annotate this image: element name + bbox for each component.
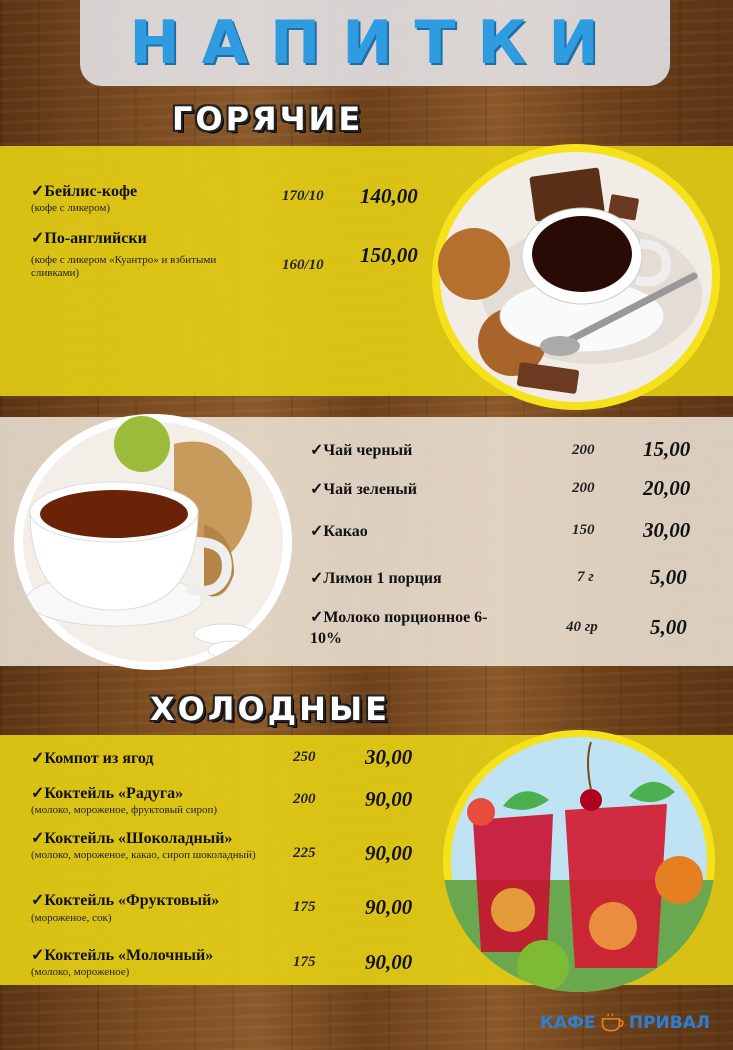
- section-heading-hot: ГОРЯЧИЕ: [172, 100, 364, 138]
- cocktail-icon: [443, 730, 715, 992]
- item-weight: 250: [293, 749, 316, 765]
- item-price: 140,00: [360, 184, 418, 208]
- item-price: 90,00: [365, 841, 413, 865]
- cold-drinks-photo: [443, 730, 715, 992]
- item-desc: (молоко, мороженое, какао, сироп шоколадный): [31, 849, 256, 861]
- tea-cup-icon: [14, 414, 292, 670]
- item-name: ✓Коктейль «Молочный»: [31, 947, 214, 964]
- item-name: ✓Чай черный: [310, 442, 413, 459]
- item-weight: 40 гр: [566, 619, 598, 635]
- item-price: 5,00: [650, 565, 687, 589]
- item-name: ✓По-английски: [31, 230, 147, 247]
- item-desc: (мороженое, сок): [31, 912, 112, 924]
- item-weight: 7 г: [577, 569, 594, 585]
- coffee-cup-icon: [432, 144, 720, 410]
- item-name: ✓Бейлис-кофе: [31, 183, 138, 200]
- item-price: 20,00: [643, 476, 691, 500]
- page-title: НАПИТКИ: [129, 8, 621, 78]
- item-price: 30,00: [365, 745, 413, 769]
- item-weight: 175: [293, 899, 316, 915]
- item-weight: 160/10: [282, 257, 324, 273]
- coffee-photo: [432, 144, 720, 410]
- item-name: ✓Молоко порционное 6-10%: [310, 609, 488, 647]
- item-desc: (молоко, мороженое, фруктовый сироп): [31, 804, 218, 816]
- item-weight: 150: [572, 522, 595, 538]
- item-price: 90,00: [365, 895, 413, 919]
- tea-photo: [14, 414, 292, 670]
- item-name: ✓Чай зеленый: [310, 481, 417, 498]
- item-weight: 175: [293, 954, 316, 970]
- item-desc: (кофе с ликером «Куантро» и взбитыми сливками): [31, 254, 217, 279]
- item-price: 5,00: [650, 615, 687, 639]
- item-price: 15,00: [643, 437, 691, 461]
- item-name: ✓Коктейль «Радуга»: [31, 785, 184, 802]
- item-price: 90,00: [365, 950, 413, 974]
- cafe-logo: [540, 1008, 710, 1038]
- section-heading-cold: ХОЛОДНЫЕ: [150, 690, 390, 728]
- logo-right-text: ПРИВАЛ: [628, 1013, 710, 1033]
- item-desc: (кофе с ликером): [31, 202, 111, 214]
- item-price: 150,00: [360, 243, 418, 267]
- logo-left-text: КАФЕ: [540, 1013, 596, 1033]
- item-name: ✓Какао: [310, 523, 368, 540]
- item-weight: 200: [293, 791, 316, 807]
- item-name: ✓Компот из ягод: [31, 750, 154, 767]
- item-weight: 200: [572, 480, 595, 496]
- cup-logo-icon: [600, 1012, 625, 1034]
- item-price: 30,00: [643, 518, 691, 542]
- title-banner: [80, 0, 670, 86]
- item-name: ✓Коктейль «Шоколадный»: [31, 830, 233, 847]
- item-name: ✓Коктейль «Фруктовый»: [31, 892, 220, 909]
- item-weight: 170/10: [282, 188, 324, 204]
- item-price: 90,00: [365, 787, 413, 811]
- item-weight: 200: [572, 442, 595, 458]
- item-weight: 225: [293, 845, 316, 861]
- item-desc: (молоко, мороженое): [31, 966, 130, 978]
- item-name: ✓Лимон 1 порция: [310, 570, 442, 587]
